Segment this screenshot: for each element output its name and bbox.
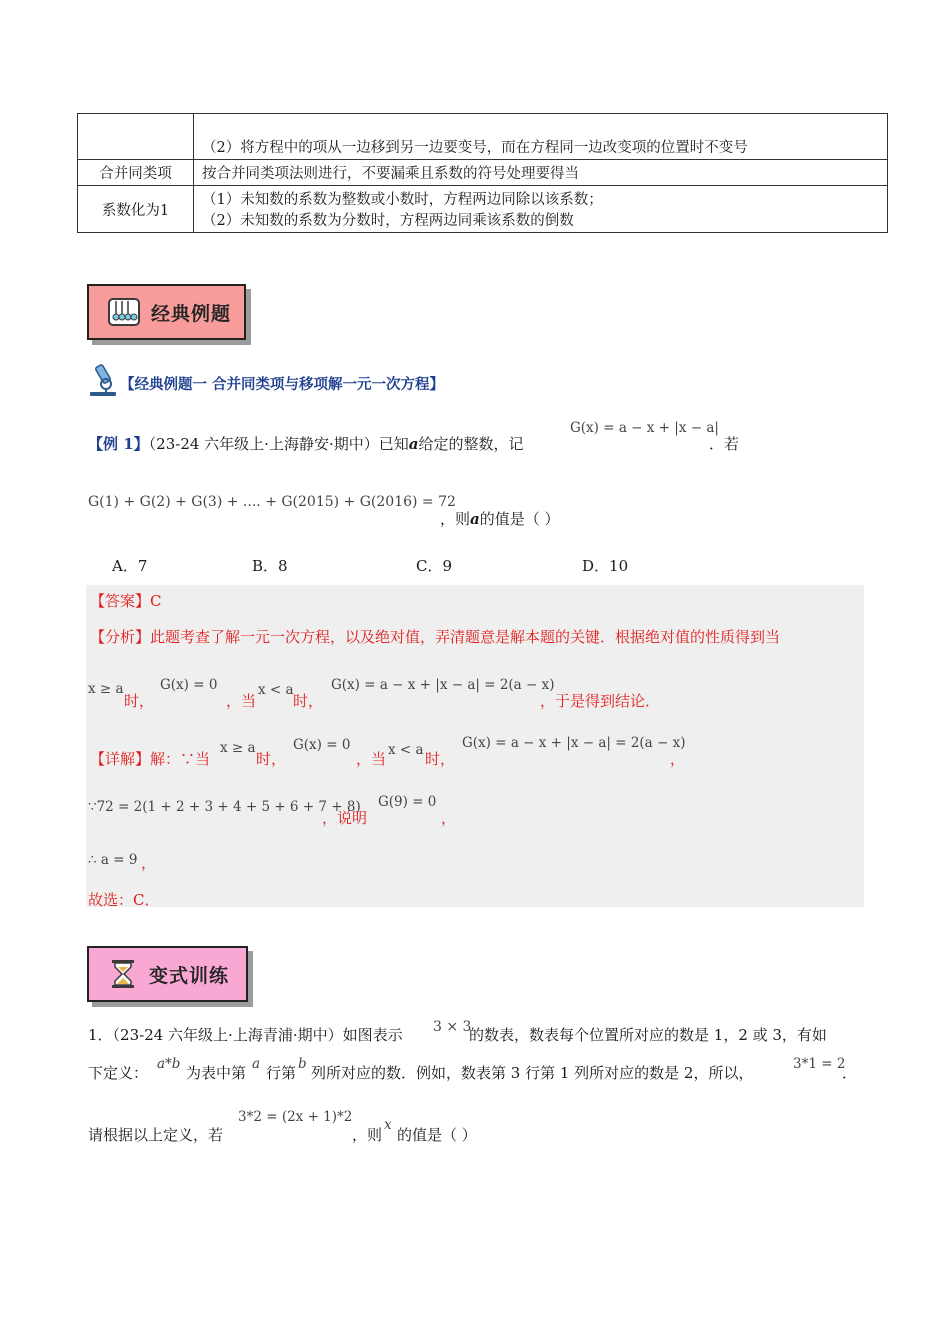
text-comma: ， [141, 854, 157, 872]
text-conclude: ，于是得到结论． [540, 692, 661, 710]
exercise-text: 为表中第 [186, 1064, 247, 1082]
detail-start [90, 748, 210, 769]
math-g9: G(9) = 0 [378, 794, 437, 810]
exercise-text: ． [842, 1064, 858, 1082]
exercise-number: 1． [88, 1026, 113, 1044]
text-shi: 时， [425, 750, 456, 768]
math-3x3: 3 × 3 [433, 1019, 472, 1035]
text-comma: ， [670, 750, 686, 768]
answer-line [90, 590, 162, 611]
table-cell [194, 186, 888, 233]
table-cell: 合并同类项 [78, 160, 194, 186]
section-banner-examples [87, 284, 246, 340]
example-label: 【例 1】 [88, 435, 149, 453]
table-cell-line: （1）未知数的系数为整数或小数时，方程两边同除以该系数； [202, 192, 603, 208]
exercise-text: 列所对应的数．例如，数表第 3 行第 1 列所对应的数是 2，所以， [311, 1064, 754, 1082]
math-eq: 3*2 = (2x + 1)*2 [238, 1109, 353, 1125]
example-source: （23-24 六年级上·上海静安·期中）已知 [148, 435, 409, 453]
math-g-expr: G(x) = a − x + |x − a| = 2(a − x) [462, 735, 686, 751]
math-cond-2: x < a [388, 742, 424, 758]
table-row [78, 114, 888, 160]
math-x: x [384, 1117, 392, 1133]
math-g-zero: G(x) = 0 [160, 677, 218, 693]
option-d[interactable]: D．10 [582, 557, 629, 575]
microscope-icon [86, 362, 120, 398]
question-text: 的值是（ ） [479, 510, 560, 528]
table-row [78, 160, 888, 186]
analysis-label: 【分析】 [90, 628, 151, 646]
option-b[interactable]: B．8 [252, 557, 288, 575]
option-c[interactable]: C．9 [416, 557, 453, 575]
math-because: ∵72 = 2(1 + 2 + 3 + 4 + 5 + 6 + 7 + 8) [88, 799, 361, 815]
table-row [78, 186, 888, 233]
formula-sum: G(1) + G(2) + G(3) + .... + G(2015) + G(2016) = 72 [88, 494, 456, 510]
section-title: 经典例题 [151, 302, 232, 325]
answer-value: C [150, 592, 162, 610]
example-1-line-1 [88, 433, 523, 454]
math-b: b [298, 1056, 307, 1072]
math-g-zero: G(x) = 0 [293, 737, 351, 753]
exercise-text: 请根据以上定义，若 [88, 1126, 224, 1144]
math-cond-2: x < a [258, 682, 294, 698]
text-dang: ，当 [356, 750, 387, 768]
exercise-text: 的值是（ ） [397, 1126, 477, 1144]
exercise-text: 行第 [266, 1064, 297, 1082]
var-a: a [470, 510, 480, 528]
text-shi: 时， [256, 750, 287, 768]
section-banner-practice [87, 946, 248, 1002]
option-a[interactable]: A．7 [112, 557, 148, 575]
analysis-line [90, 626, 780, 647]
exercise-text: 下定义： [88, 1064, 149, 1082]
text-comma: ， [441, 809, 457, 827]
text-shi: 时， [124, 692, 155, 710]
text-shuoming: ，说明 [322, 809, 368, 827]
var-a: a [408, 435, 419, 453]
exercise-text: ，则 [352, 1126, 383, 1144]
detail-label: 【详解】 [90, 750, 151, 768]
math-31: 3*1 = 2 [793, 1056, 846, 1072]
question-text: ，则 [440, 510, 471, 528]
math-therefore: ∴ a = 9 [88, 852, 138, 868]
exercise-text: （23-24 六年级上·上海青浦·期中）如图表示 [112, 1026, 403, 1044]
math-cond-1: x ≥ a [220, 740, 256, 756]
example-heading: 【经典例题一 合并同类项与移项解一元一次方程】 [120, 377, 445, 393]
math-ab: a*b [157, 1056, 181, 1072]
hourglass-icon [111, 959, 135, 989]
analysis-text: 此题考查了解一元一次方程，以及绝对值，弄清题意是解本题的关键．根据绝对值的性质得到当 [150, 628, 781, 646]
text-dang: ，当 [226, 692, 257, 710]
example-text-end: ．若 [709, 435, 740, 453]
math-cond-1: x ≥ a [88, 681, 124, 697]
exercise-1-line-1 [88, 1024, 403, 1045]
answer-label: 【答案】 [90, 592, 151, 610]
table-cell: 按合并同类项法则进行，不要漏乘且系数的符号处理要得当 [194, 160, 888, 186]
section-title: 变式训练 [149, 964, 230, 987]
rules-table [77, 113, 888, 233]
math-g-expr: G(x) = a − x + |x − a| = 2(a − x) [331, 677, 555, 693]
newton-cradle-icon [107, 297, 141, 327]
choose-text: 故选：C． [88, 891, 160, 909]
example-text: 给定的整数，记 [418, 435, 524, 453]
table-cell [78, 114, 194, 160]
detail-text: 解：∵当 [150, 750, 211, 768]
math-a: a [252, 1056, 261, 1072]
table-cell-line: （2）未知数的系数为分数时，方程两边同乘该系数的倒数 [202, 213, 574, 229]
text-shi: 时， [293, 692, 324, 710]
exercise-text: 的数表，数表每个位置所对应的数是 1，2 或 3，有如 [469, 1026, 827, 1044]
example-question [440, 508, 560, 529]
table-cell: （2）将方程中的项从一边移到另一边要变号，而在方程同一边改变项的位置时不变号 [194, 114, 888, 160]
formula-g: G(x) = a − x + |x − a| [570, 420, 719, 436]
table-cell: 系数化为1 [78, 186, 194, 233]
